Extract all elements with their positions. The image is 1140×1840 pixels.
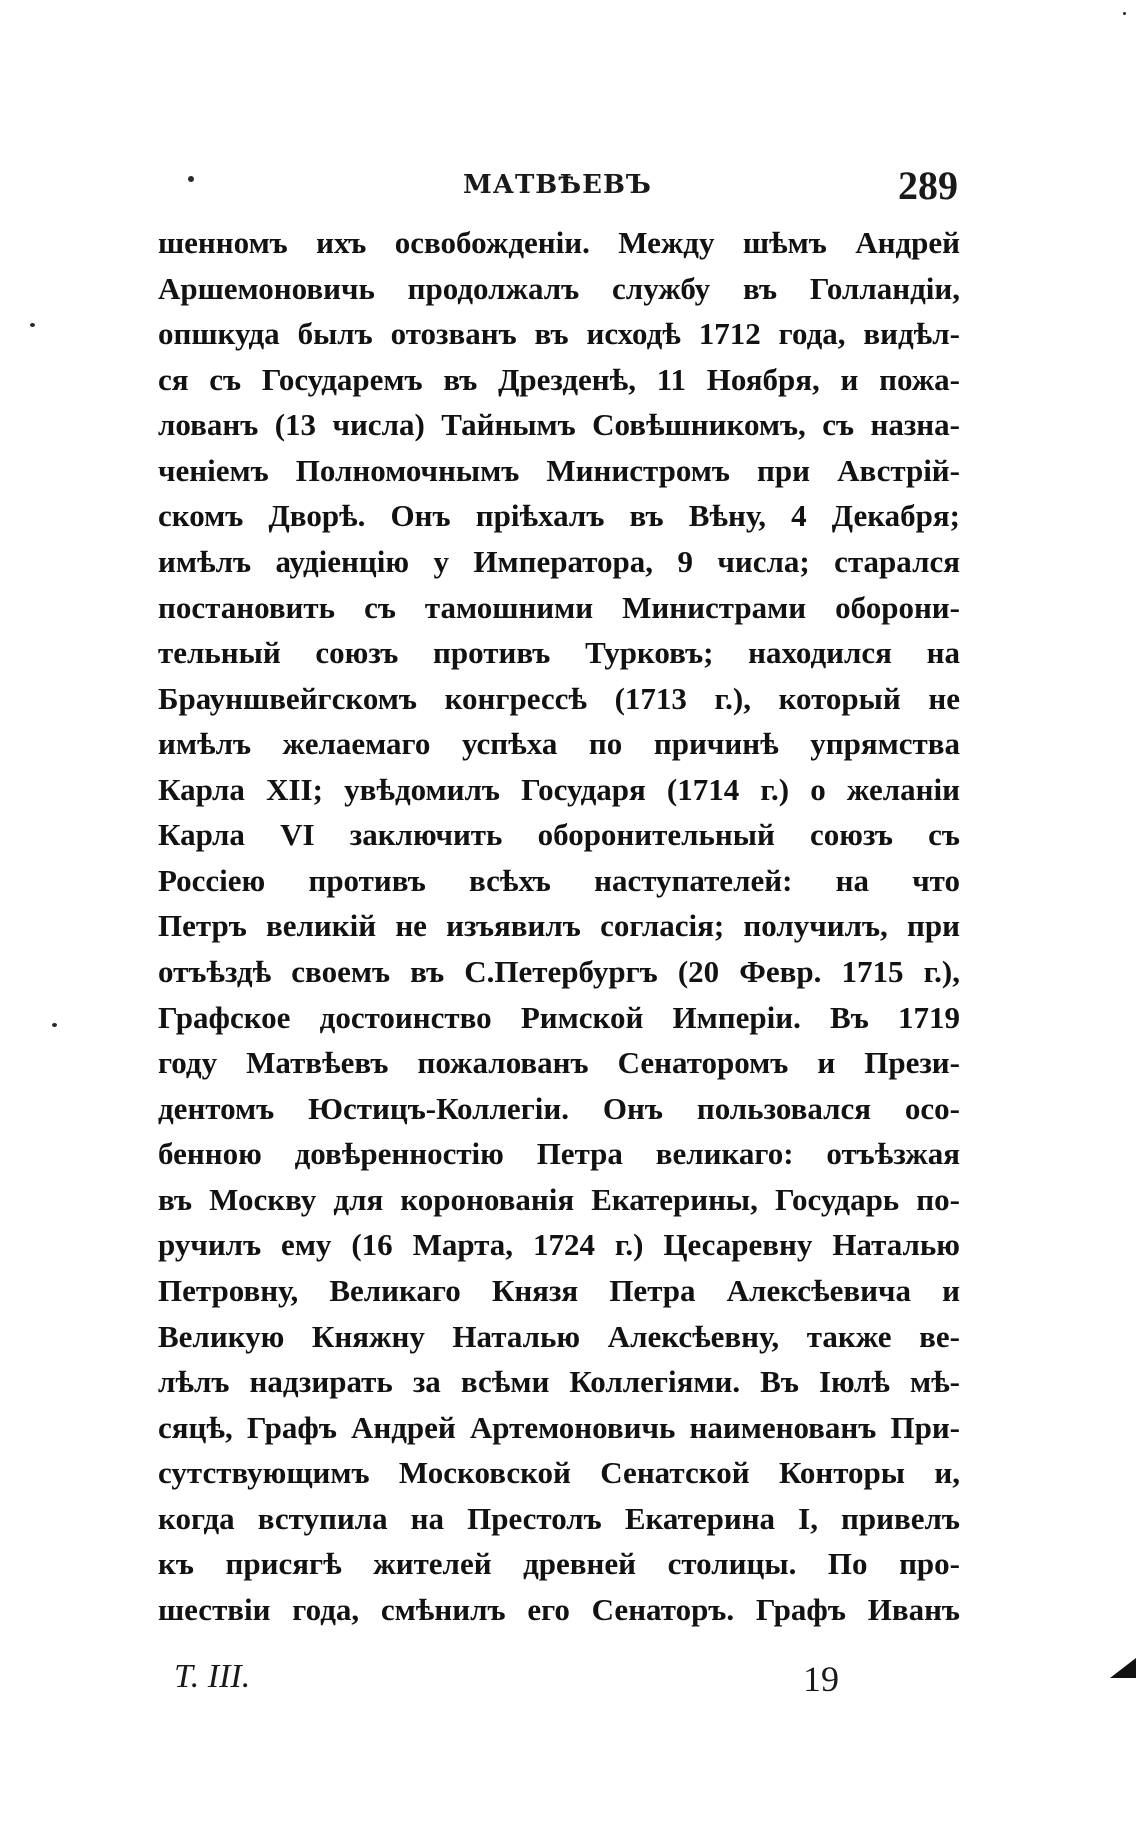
text-line: Брауншвейгскомъ конгрессѣ (1713 г.), который не	[158, 680, 960, 716]
volume-signature: Т. III.	[174, 1658, 251, 1695]
text-line: имѣлъ желаемаго успѣха по причинѣ упрямства	[158, 726, 960, 762]
text-line: когда вступила на Престолъ Екатерина I, привелъ	[158, 1500, 960, 1536]
text-line: Великую Княжну Наталью Алексѣевну, также ве-	[158, 1318, 960, 1354]
page-number: 289	[898, 163, 958, 208]
page-header	[178, 162, 958, 212]
ink-speck	[1123, 12, 1126, 15]
text-line: лованъ (13 числа) Тайнымъ Совѣшникомъ, съ назна-	[158, 407, 960, 443]
text-line: Петровну, Великаго Князя Петра Алексѣевича и	[158, 1272, 960, 1308]
text-line: отъѣздѣ своемъ въ С.Петербургъ (20 Февр. 1715 г.),	[158, 954, 960, 989]
ink-speck	[52, 1023, 57, 1027]
corner-tab-icon	[1110, 1658, 1136, 1678]
text-line: году Матвѣевъ пожалованъ Сенаторомъ и Прези-	[158, 1045, 960, 1081]
text-line: Карла VI заключить оборонительный союзъ съ	[158, 817, 960, 853]
ink-speck	[30, 323, 35, 327]
running-head: МАТВѢЕВЪ	[463, 170, 652, 200]
text-line: сутствующимъ Московской Сенатской Конторы и,	[158, 1455, 960, 1491]
text-line: Россіею противъ всѣхъ наступателей: на что	[158, 862, 960, 898]
text-line: Графское достоинство Римской Имперіи. Въ 1719	[158, 999, 960, 1035]
ink-speck	[188, 176, 194, 182]
text-line: лѣлъ надзирать за всѣми Коллегіями. Въ Іюлѣ мѣ-	[158, 1364, 960, 1400]
text-line: опшкуда былъ отозванъ въ исходѣ 1712 года, видѣл-	[158, 316, 960, 352]
sheet-number: 19	[803, 1659, 839, 1699]
text-line: тельный союзъ противъ Турковъ; находился на	[158, 635, 960, 671]
text-line: имѣлъ аудіенцію у Императора, 9 числа; старался	[158, 543, 960, 579]
text-line: къ присягѣ жителей древней столицы. По про-	[158, 1546, 960, 1582]
page-footer	[158, 1658, 960, 1708]
text-line: скомъ Дворѣ. Онъ пріѣхалъ въ Вѣну, 4 Декабря;	[158, 498, 960, 534]
text-line: Петръ великій не изъявилъ согласія; получилъ, при	[158, 908, 960, 944]
text-line: постановить съ тамошними Министрами оборони-	[158, 589, 960, 625]
text-line: бенною довѣренностію Петра великаго: отъѣзжая	[158, 1136, 960, 1172]
text-line: ручилъ ему (16 Марта, 1724 г.) Цесаревну Наталью	[158, 1227, 960, 1263]
text-line: шенномъ ихъ освобожденіи. Между шѣмъ Андрей	[158, 225, 960, 260]
text-line: ся съ Государемъ въ Дрезденѣ, 11 Ноября, и пожа-	[158, 361, 960, 397]
text-line: дентомъ Юстицъ-Коллегіи. Онъ пользовался осо-	[158, 1090, 960, 1126]
text-line: сяцѣ, Графъ Андрей Артемоновичь наименованъ При-	[158, 1409, 960, 1445]
text-line: шествіи года, смѣнилъ его Сенаторъ. Графъ Иванъ	[158, 1591, 960, 1627]
body-text	[158, 221, 960, 1631]
text-line: ченіемъ Полномочнымъ Министромъ при Австрій-	[158, 452, 960, 488]
text-line: Карла XII; увѣдомилъ Государя (1714 г.) о желаніи	[158, 771, 960, 807]
text-line: Аршемоновичь продолжалъ службу въ Голландіи,	[158, 270, 960, 306]
text-line: въ Москву для коронованія Екатерины, Государь по-	[158, 1181, 960, 1217]
